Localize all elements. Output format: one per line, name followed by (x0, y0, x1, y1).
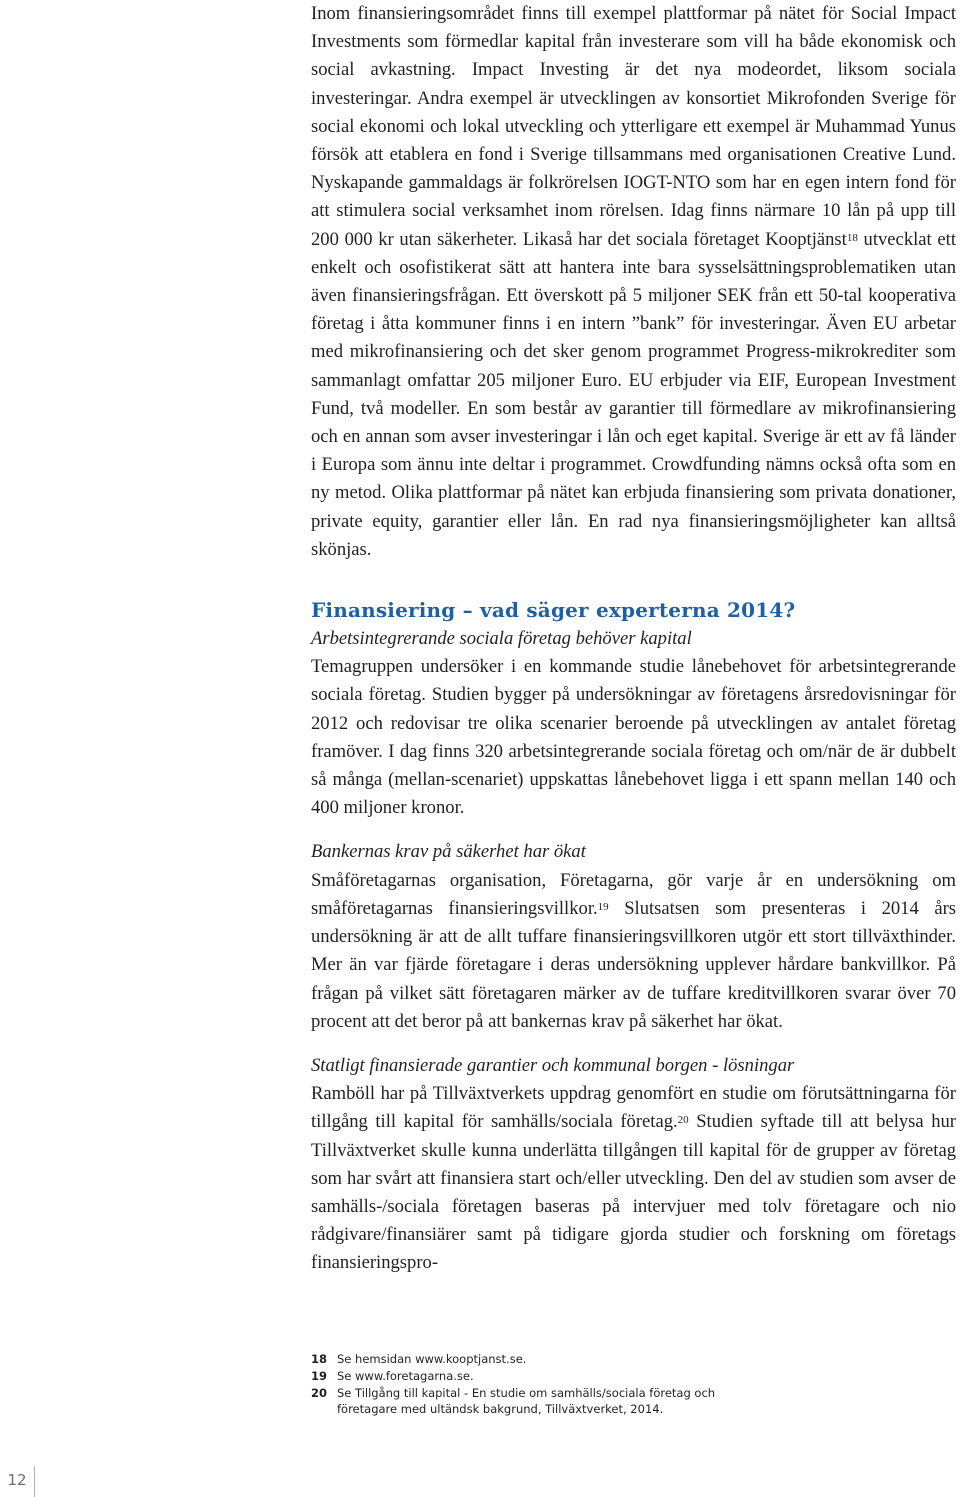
intro-text: Inom finansieringsområdet finns till exempel plattformar på nätet för Social Impact Investments som förmedlar kapital från investerare som vill ha både ekonomisk och social avkastning. Impact Investing är det nya modeordet, liksom sociala investeringar. Andra exempel är utvecklingen av konsortiet Mikrofonden Sverige för social ekonomi och lokal utveckling och ytterligare ett exempel är Muhammad Yunus försök att etablera en fond i Sverige tillsammans med organisationen Creative Lund. Nyskapande gammaldags är folkrörelsen IOGT-NTO som har en egen intern fond för att stimulera social verksamhet inom rörelsen. Idag finns närmare 10 lån på upp till 200 000 kr utan säkerheter. Likaså har det sociala företaget Kooptjänst (311, 3, 956, 250)
footnote-ref-19[interactable]: 19 (597, 900, 609, 913)
subheading-statligt-finansierade: Statligt finansierade garantier och kommunal borgen - lösningar (311, 1054, 795, 1076)
subheading-bankernas-krav: Bankernas krav på säkerhet har ökat (311, 841, 586, 863)
subheading-arbetsintegrerande: Arbetsintegrerande sociala företag behöver kapital (311, 628, 692, 650)
section-heading: Finansiering – vad säger experterna 2014? (311, 598, 796, 623)
statligt-text-continued: Studien syftade till att belysa hur Tillväxtverket skulle kunna underlätta tillgången till kapital för de grupper av företag som har svårt att finansiera start och/eller utveckling. Den del av studien som avser de samhälls-/sociala företagen baseras på intervjuer med tolv företagare och nio rådgivare/finansiärer samt på tidigare gjorda studier och forskning om företags finansieringspro- (311, 1111, 956, 1274)
main-text-column (311, 0, 956, 1278)
bankernas-text: Småföretagarnas organisation, Företagarna, gör varje år en undersökning om småföretagarnas finansieringsvillkor. (311, 869, 956, 919)
statligt-text: Ramböll har på Tillväxtverkets uppdrag genomfört en studie om förutsättningarna för tillgång till kapital för samhälls/sociala företag. (311, 1083, 956, 1133)
footnotes (311, 1351, 761, 1418)
footnote-number: 19 (311, 1368, 328, 1383)
footnote-ref-18[interactable]: 18 (846, 231, 858, 244)
paragraph-statligt-finansierade (311, 1080, 956, 1277)
paragraph-arbetsintegrerande: Temagruppen undersöker i en kommande studie lånebehovet för arbetsintegrerande sociala företag. Studien bygger på undersökningar av företagens årsredovisningar för 2012 och redovisar tre olika scenarier beroende på utvecklingen av antalet företag framöver. I dag finns 320 arbetsintegrerande sociala företag och om/när de är dubbelt så många (mellan-scenariet) uppskattas lånebehovet ligga i ett spann mellan 140 och 400 miljoner kronor. (311, 656, 956, 819)
intro-paragraph (311, 0, 956, 564)
footnote-text: Se hemsidan www.kooptjanst.se. (337, 1352, 527, 1366)
footnote-20 (311, 1385, 761, 1419)
page-number-divider (34, 1466, 35, 1497)
footnote-19 (311, 1368, 761, 1385)
paragraph-bankernas-krav (311, 867, 956, 1036)
footnote-ref-20[interactable]: 20 (677, 1114, 689, 1127)
section-statligt-finansierade (311, 1052, 956, 1278)
bankernas-text-continued: Slutsatsen som presenteras i 2014 års undersökning är att de allt tuffare finansieringsvillkoren utgör ett stort tillväxthinder. Mer än var fjärde företagare i deras undersökning upplever hårdare bankvillkor. På frågan på vilket sätt företagaren märker av de tuffare kreditvillkoren svarar över 70 procent att det beror på att bankernas krav på säkerhet har ökat. (311, 897, 956, 1032)
footnote-text: Se Tillgång till kapital - En studie om samhälls/sociala företag och företagare med ultändsk bakgrund, Tillväxtverket, 2014. (337, 1385, 716, 1417)
page-number: 12 (7, 1471, 27, 1489)
footnote-18 (311, 1351, 761, 1368)
intro-text-continued: utvecklat ett enkelt och osofistikerat sätt att hantera inte bara sysselsättningsproblematiken utan även finansieringsfrågan. Ett överskott på 5 miljoner SEK från ett 50-tal kooperativa företag i åtta kommuner finns i en intern ”bank” för investeringar. Även EU arbetar med mikrofinansiering och det sker genom programmet Progress-mikrokrediter som sammanlagt omfattar 205 miljoner Euro. EU erbjuder via EIF, European Investment Fund, två modeller. En som består av garantier till förmedlare av mikrofinansiering och en annan som avser investeringar i lån och eget kapital. Sverige är ett av få länder i Europa som ännu inte deltar i programmet. Crowdfunding nämns också ofta som en ny metod. Olika plattformar på nätet kan erbjuda finansiering som privata donationer, private equity, garantier eller lån. En rad nya finansieringsmöjligheter kan alltså skönjas. (311, 228, 957, 560)
footnote-number: 18 (311, 1352, 328, 1366)
section-arbetsintegrerande (311, 625, 956, 822)
section-bankernas-krav (311, 838, 956, 1035)
footnote-number: 20 (311, 1385, 328, 1400)
footnote-text: Se www.foretagarna.se. (337, 1368, 474, 1383)
